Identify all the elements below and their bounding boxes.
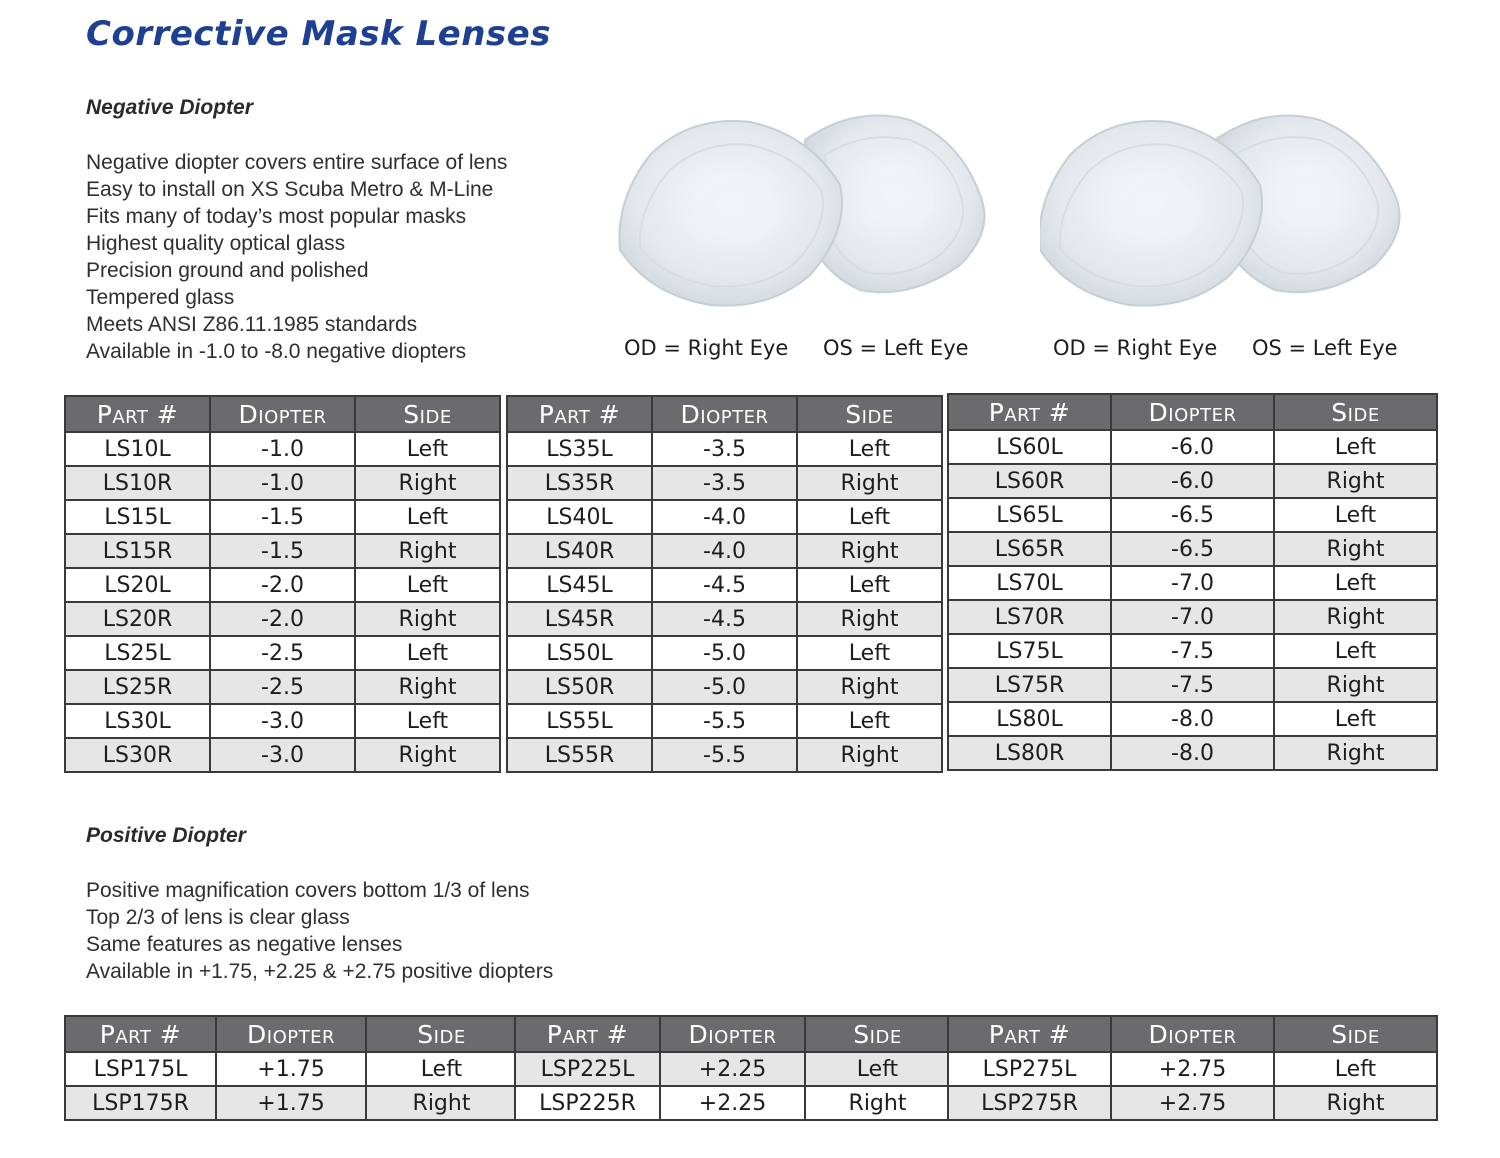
table-row xyxy=(65,500,500,534)
side-header: Side xyxy=(805,1016,950,1052)
diopter-cell: +2.75 xyxy=(1111,1086,1274,1120)
side-cell: Left xyxy=(1274,430,1437,464)
table-row xyxy=(948,1052,1437,1086)
table-row xyxy=(507,432,942,466)
part-number-cell: LS20L xyxy=(65,568,210,602)
part-number-cell: LSP175L xyxy=(65,1052,216,1086)
diopter-cell: +2.25 xyxy=(660,1086,805,1120)
lens-image-group xyxy=(1040,100,1440,370)
table-row xyxy=(65,1086,517,1120)
part-number-cell: LS25L xyxy=(65,636,210,670)
diopter-cell: -7.0 xyxy=(1111,566,1274,600)
part-number-cell: LS65L xyxy=(948,498,1111,532)
diopter-cell: -4.0 xyxy=(652,534,797,568)
feature-item: Top 2/3 of lens is clear glass xyxy=(86,906,350,929)
table-row xyxy=(65,568,500,602)
diopter-cell: -5.0 xyxy=(652,636,797,670)
diopter-cell: -3.0 xyxy=(210,738,355,772)
od-label: OD = Right Eye xyxy=(624,336,789,360)
diopter-cell: +2.25 xyxy=(660,1052,805,1086)
table-row xyxy=(948,634,1437,668)
side-cell: Left xyxy=(1274,634,1437,668)
feature-item: Precision ground and polished xyxy=(86,259,369,282)
part-number-cell: LS35R xyxy=(507,466,652,500)
diopter-cell: -2.0 xyxy=(210,568,355,602)
side-cell: Left xyxy=(797,636,942,670)
part-number-header: Part # xyxy=(948,394,1111,430)
diopter-cell: +2.75 xyxy=(1111,1052,1274,1086)
table-row xyxy=(507,602,942,636)
diopter-cell: -7.5 xyxy=(1111,668,1274,702)
table-row xyxy=(507,466,942,500)
table-row xyxy=(948,600,1437,634)
side-cell: Left xyxy=(355,500,500,534)
side-cell: Left xyxy=(355,432,500,466)
negative-diopter-heading: Negative Diopter xyxy=(86,96,253,119)
side-cell: Right xyxy=(797,534,942,568)
part-number-cell: LS30R xyxy=(65,738,210,772)
table-header-row xyxy=(507,396,942,432)
part-number-cell: LS65R xyxy=(948,532,1111,566)
part-number-cell: LS50R xyxy=(507,670,652,704)
part-number-cell: LS80L xyxy=(948,702,1111,736)
table-row xyxy=(507,636,942,670)
diopter-cell: -4.0 xyxy=(652,500,797,534)
part-number-cell: LS15R xyxy=(65,534,210,568)
table-row xyxy=(948,736,1437,770)
table-row xyxy=(948,464,1437,498)
side-header: Side xyxy=(355,396,500,432)
table-row xyxy=(507,568,942,602)
diopter-cell: -8.0 xyxy=(1111,736,1274,770)
lens-pair-image xyxy=(610,100,1010,320)
table-row xyxy=(507,704,942,738)
side-cell: Right xyxy=(1274,736,1437,770)
diopter-cell: -5.5 xyxy=(652,738,797,772)
diopter-cell: -3.5 xyxy=(652,432,797,466)
table-row xyxy=(948,668,1437,702)
side-cell: Right xyxy=(797,602,942,636)
part-number-cell: LSP225L xyxy=(515,1052,660,1086)
part-number-cell: LS35L xyxy=(507,432,652,466)
lens-image-group xyxy=(610,100,1010,370)
feature-item: Positive magnification covers bottom 1/3 of lens xyxy=(86,879,530,902)
feature-item: Same features as negative lenses xyxy=(86,933,403,956)
side-cell: Right xyxy=(355,738,500,772)
side-cell: Left xyxy=(355,704,500,738)
part-number-cell: LS40R xyxy=(507,534,652,568)
part-number-cell: LS70L xyxy=(948,566,1111,600)
table-row xyxy=(515,1052,950,1086)
part-number-cell: LS20R xyxy=(65,602,210,636)
positive-parts-table xyxy=(514,1015,951,1121)
side-cell: Left xyxy=(355,636,500,670)
part-number-cell: LS10R xyxy=(65,466,210,500)
eye-labels xyxy=(1040,336,1440,360)
part-number-cell: LS15L xyxy=(65,500,210,534)
diopter-cell: -6.5 xyxy=(1111,498,1274,532)
side-header: Side xyxy=(797,396,942,432)
table-header-row xyxy=(948,1016,1437,1052)
side-cell: Right xyxy=(1274,600,1437,634)
feature-item: Easy to install on XS Scuba Metro & M-Line xyxy=(86,178,494,201)
positive-parts-table xyxy=(64,1015,518,1121)
table-row xyxy=(948,430,1437,464)
side-cell: Left xyxy=(355,568,500,602)
table-row xyxy=(65,534,500,568)
feature-item: Negative diopter covers entire surface of lens xyxy=(86,151,508,174)
diopter-cell: -2.0 xyxy=(210,602,355,636)
diopter-header: Diopter xyxy=(1111,1016,1274,1052)
diopter-header: Diopter xyxy=(652,396,797,432)
diopter-cell: +1.75 xyxy=(216,1052,366,1086)
feature-item: Meets ANSI Z86.11.1985 standards xyxy=(86,313,418,336)
table-row xyxy=(948,498,1437,532)
positive-parts-table xyxy=(947,1015,1438,1121)
table-header-row xyxy=(65,1016,517,1052)
diopter-cell: -6.0 xyxy=(1111,464,1274,498)
part-number-header: Part # xyxy=(515,1016,660,1052)
diopter-header: Diopter xyxy=(1111,394,1274,430)
diopter-cell: -3.5 xyxy=(652,466,797,500)
side-cell: Left xyxy=(1274,1052,1437,1086)
part-number-cell: LS45L xyxy=(507,568,652,602)
negative-features-list xyxy=(86,149,507,365)
negative-parts-table xyxy=(506,395,943,773)
feature-item: Highest quality optical glass xyxy=(86,232,346,255)
side-cell: Right xyxy=(355,466,500,500)
table-row xyxy=(948,1086,1437,1120)
side-cell: Left xyxy=(1274,566,1437,600)
side-cell: Left xyxy=(797,704,942,738)
part-number-cell: LSP225R xyxy=(515,1086,660,1120)
feature-item: Fits many of today’s most popular masks xyxy=(86,205,467,228)
side-cell: Right xyxy=(355,534,500,568)
diopter-cell: +1.75 xyxy=(216,1086,366,1120)
diopter-cell: -1.0 xyxy=(210,432,355,466)
side-cell: Right xyxy=(797,670,942,704)
part-number-cell: LSP175R xyxy=(65,1086,216,1120)
diopter-cell: -3.0 xyxy=(210,704,355,738)
os-label: OS = Left Eye xyxy=(1251,336,1398,360)
side-cell: Right xyxy=(1274,464,1437,498)
part-number-cell: LS60R xyxy=(948,464,1111,498)
part-number-cell: LS25R xyxy=(65,670,210,704)
table-row xyxy=(507,500,942,534)
part-number-header: Part # xyxy=(507,396,652,432)
diopter-cell: -1.5 xyxy=(210,500,355,534)
part-number-cell: LSP275R xyxy=(948,1086,1111,1120)
page-title: Corrective Mask Lenses xyxy=(86,14,551,54)
table-row xyxy=(65,636,500,670)
part-number-cell: LS50L xyxy=(507,636,652,670)
positive-diopter-heading: Positive Diopter xyxy=(86,824,246,847)
part-number-cell: LS75L xyxy=(948,634,1111,668)
side-cell: Left xyxy=(366,1052,517,1086)
side-cell: Right xyxy=(1274,1086,1437,1120)
table-row xyxy=(948,702,1437,736)
table-row xyxy=(65,466,500,500)
od-label: OD = Right Eye xyxy=(1053,336,1218,360)
table-row xyxy=(507,738,942,772)
side-cell: Right xyxy=(1274,668,1437,702)
part-number-cell: LS70R xyxy=(948,600,1111,634)
part-number-cell: LS55L xyxy=(507,704,652,738)
diopter-cell: -1.0 xyxy=(210,466,355,500)
side-cell: Right xyxy=(1274,532,1437,566)
diopter-cell: -4.5 xyxy=(652,568,797,602)
diopter-cell: -5.0 xyxy=(652,670,797,704)
os-label: OS = Left Eye xyxy=(822,336,969,360)
table-row xyxy=(65,432,500,466)
table-row xyxy=(65,670,500,704)
side-header: Side xyxy=(366,1016,517,1052)
side-cell: Left xyxy=(805,1052,950,1086)
feature-item: Available in +1.75, +2.25 & +2.75 positive diopters xyxy=(86,960,554,983)
diopter-cell: -7.0 xyxy=(1111,600,1274,634)
side-cell: Left xyxy=(797,432,942,466)
feature-item: Available in -1.0 to -8.0 negative diopters xyxy=(86,340,467,363)
diopter-cell: -2.5 xyxy=(210,670,355,704)
part-number-cell: LS30L xyxy=(65,704,210,738)
table-row xyxy=(507,534,942,568)
side-cell: Right xyxy=(355,602,500,636)
diopter-header: Diopter xyxy=(216,1016,366,1052)
side-cell: Left xyxy=(797,500,942,534)
part-number-header: Part # xyxy=(65,1016,216,1052)
table-row xyxy=(948,532,1437,566)
table-row xyxy=(65,704,500,738)
part-number-header: Part # xyxy=(65,396,210,432)
side-header: Side xyxy=(1274,1016,1437,1052)
diopter-cell: -5.5 xyxy=(652,704,797,738)
diopter-cell: -8.0 xyxy=(1111,702,1274,736)
diopter-cell: -4.5 xyxy=(652,602,797,636)
table-row xyxy=(948,566,1437,600)
part-number-cell: LS80R xyxy=(948,736,1111,770)
part-number-cell: LS45R xyxy=(507,602,652,636)
part-number-cell: LS40L xyxy=(507,500,652,534)
side-header: Side xyxy=(1274,394,1437,430)
diopter-cell: -2.5 xyxy=(210,636,355,670)
diopter-header: Diopter xyxy=(660,1016,805,1052)
diopter-cell: -6.0 xyxy=(1111,430,1274,464)
part-number-cell: LSP275L xyxy=(948,1052,1111,1086)
part-number-header: Part # xyxy=(948,1016,1111,1052)
lens-pair-image xyxy=(1040,100,1440,320)
side-cell: Right xyxy=(797,466,942,500)
table-header-row xyxy=(65,396,500,432)
table-header-row xyxy=(515,1016,950,1052)
side-cell: Right xyxy=(797,738,942,772)
part-number-cell: LS60L xyxy=(948,430,1111,464)
feature-item: Tempered glass xyxy=(86,286,235,309)
side-cell: Left xyxy=(797,568,942,602)
table-row xyxy=(507,670,942,704)
side-cell: Left xyxy=(1274,498,1437,532)
table-row xyxy=(515,1086,950,1120)
negative-parts-table xyxy=(64,395,501,773)
side-cell: Right xyxy=(366,1086,517,1120)
diopter-cell: -6.5 xyxy=(1111,532,1274,566)
diopter-cell: -7.5 xyxy=(1111,634,1274,668)
part-number-cell: LS55R xyxy=(507,738,652,772)
negative-parts-table xyxy=(947,393,1438,771)
table-header-row xyxy=(948,394,1437,430)
side-cell: Right xyxy=(805,1086,950,1120)
diopter-cell: -1.5 xyxy=(210,534,355,568)
side-cell: Left xyxy=(1274,702,1437,736)
positive-features-list xyxy=(86,877,553,985)
side-cell: Right xyxy=(355,670,500,704)
part-number-cell: LS75R xyxy=(948,668,1111,702)
diopter-header: Diopter xyxy=(210,396,355,432)
table-row xyxy=(65,738,500,772)
eye-labels xyxy=(610,336,1010,360)
part-number-cell: LS10L xyxy=(65,432,210,466)
table-row xyxy=(65,602,500,636)
table-row xyxy=(65,1052,517,1086)
